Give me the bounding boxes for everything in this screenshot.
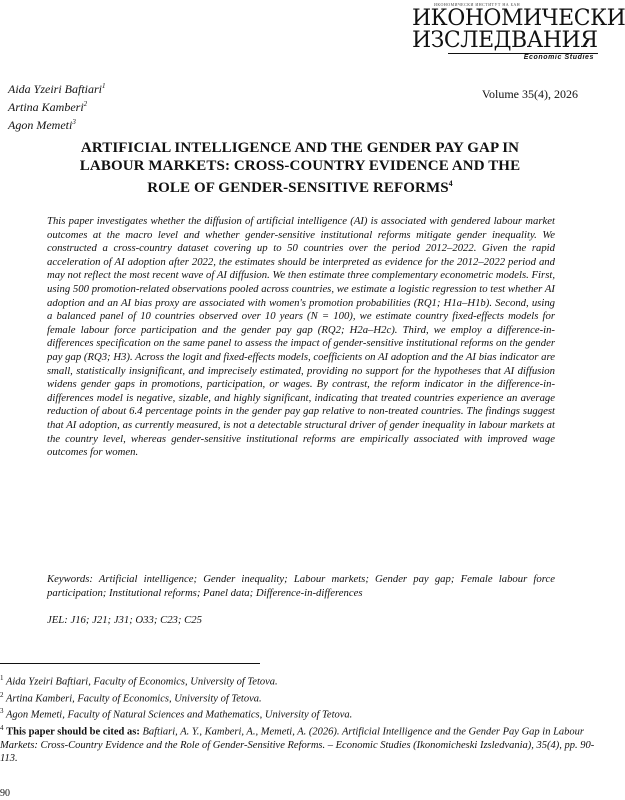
author-2: Artina Kamberi$^2$ — [8, 100, 88, 114]
keywords-list: Artificial intelligence; Gender inequality; Labour markets; Gender pay gap; Female labour force participation; Institutional reforms; Panel data; Difference-in-differences — [47, 573, 555, 599]
author-list — [8, 79, 106, 133]
footnote-divider — [0, 663, 260, 664]
journal-logo-subtitle: Economic Studies — [523, 54, 594, 61]
footnote-3: $^3$ Agon Memeti, Faculty of Natural Sciences and Mathematics, University of Tetova. — [0, 707, 353, 721]
paper-title: ARTIFICIAL INTELLIGENCE AND THE GENDER PAY GAP IN LABOUR MARKETS: CROSS-COUNTRY EVIDENCE AND THE ROLE OF GENDER-SENSITIVE REFORMS$^4$ — [79, 140, 521, 196]
footnote-2: $^2$ Artina Kamberi, Faculty of Economics, University of Tetova. — [0, 690, 262, 705]
journal-logo-line1: ИКОНОМИЧЕСКИ — [412, 6, 625, 31]
abstract: This paper investigates whether the diffusion of artificial intelligence (AI) is associated with gendered labour market outcomes at the macro level and whether gender-sensitive institutional reforms mitigate gender inequality. We constructed a cross-country dataset covering up to 50 countries over the period 2012–2022. Given the rapid acceleration of AI adoption after 2022, the estimates should be interpreted as evidence for the 2012–2022 period and may not reflect the most recent wave of AI diffusion. We then estimate three complementary econometric models. First, using 500 promotion-related observations pooled across countries, we estimate a logistic regression to test whether AI adoption and an AI bias proxy are associated with women's promotion probabilities (RQ1; H1a–H1b). Second, using a balanced panel of 10 countries observed over 10 years (N = 100), we estimate country fixed-effects models for female labour force participation and the gender pay gap (RQ2; H2a–H2c). Third, we employ a difference-in-differences specification on the same panel to assess the impact of gender-sensitive institutional reforms on the gender pay gap (RQ3; H3). Across the logit and fixed-effects models, coefficients on AI adoption and the AI bias indicator are small, statistically insignificant, and imprecisely estimated, providing no support for the hypotheses that AI diffusion widens gender gaps in promotions, participation, or wages. By contrast, the reform indicator in the difference-in-differences model is negative, sizable, and highly significant, indicating that treated countries experience an average reduction of about 6.4 percentage points in the gender pay gap relative to non-treated countries. The findings suggest that AI adoption, as currently measured, is not a detectable structural driver of gender inequality in labour markets at the country level, whereas gender-sensitive institutional reforms are empirically associated with improved wage outcomes for women. — [47, 215, 555, 459]
page-number: 90 — [0, 788, 10, 799]
volume-info: Volume 35(4), 2026 — [481, 87, 578, 101]
jel-codes: JEL: J16; J21; J31; O33; C23; C25 — [47, 614, 202, 626]
citation-text: Baftiari, A. Y., Kamberi, A., Memeti, A. (2026). Artificial Intelligence and the Gender Pay Gap in Labour Markets: Cross-Country Evidence and the Role of Gender-Sensitive Reforms. – Economic Studies (Ikonomicheski Izsledvania), 35(4), pp. 90-113. — [0, 726, 595, 765]
footnotes — [0, 672, 600, 765]
keywords-label: Keywords: — [47, 573, 93, 585]
citation-label: This paper should be cited as: — [6, 726, 140, 738]
footnote-1: $^1$ Aida Yzeiri Baftiari, Faculty of Economics, University of Tetova. — [0, 674, 278, 688]
author-1: Aida Yzeiri Baftiari$^1$ — [8, 82, 106, 96]
journal-logo — [412, 2, 625, 61]
citation-footnote: $^4$ This paper should be cited as: Baftiari, A. Y., Kamberi, A., Memeti, A. (2026). Artificial Intelligence and the Gender Pay Gap in Labour Markets: Cross-Country Evidence and the Role of Gender-Sensitive Reforms. – Economic Studies (Ikonomicheski Izsledvania), 35(4), pp. 90-113. — [0, 724, 595, 765]
keywords — [47, 573, 555, 600]
journal-logo-line2: ИЗСЛЕДВАНИЯ — [412, 28, 598, 53]
author-3: Agon Memeti$^3$ — [8, 118, 76, 132]
journal-logo-top-text: ИКОНОМИЧЕСКИ ИНСТИТУТ НА БАН — [434, 2, 521, 7]
